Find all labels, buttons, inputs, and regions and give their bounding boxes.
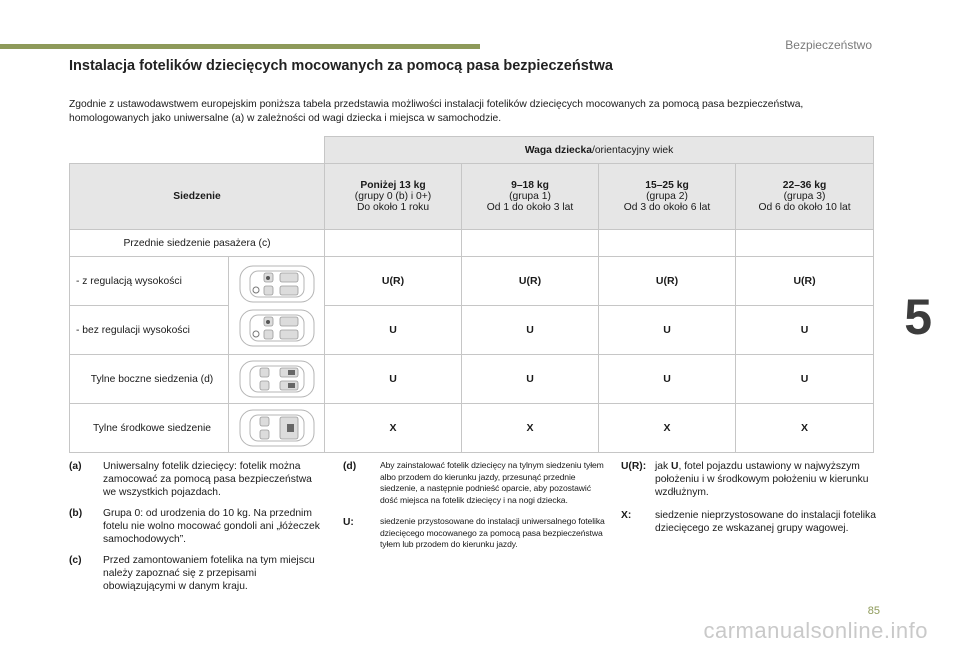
value-cell: U(R) bbox=[599, 257, 736, 306]
legend-x: X: siedzenie nieprzystosowane do instalacji fotelika dziecięcego ze wskazanej grupy wagowej. bbox=[621, 510, 876, 534]
table-row bbox=[70, 306, 874, 355]
empty-cell bbox=[325, 230, 462, 257]
notes-column-3 bbox=[621, 460, 879, 543]
value-cell: U bbox=[736, 355, 874, 404]
value-cell: U(R) bbox=[325, 257, 462, 306]
value-cell: U(R) bbox=[462, 257, 599, 306]
section-label: Bezpieczeństwo bbox=[785, 38, 872, 52]
watermark: carmanualsonline.info bbox=[703, 618, 928, 643]
page-number: 85 bbox=[867, 605, 880, 617]
footnote-c: (c) Przed zamontowaniem fotelika na tym miejscu należy zapoznać się z przepisami obowiązującymi w danym kraju. bbox=[69, 555, 315, 592]
legend-ur: U(R): jak U, fotel pojazdu ustawiony w najwyższym położeniu i w środkowym położeniu w kierunku wzdłużnym. bbox=[621, 461, 869, 498]
top-accent-bar bbox=[0, 44, 480, 49]
seat-label: Tylne środkowe siedzenie bbox=[70, 404, 229, 453]
value-cell: U bbox=[599, 355, 736, 404]
table-row bbox=[70, 257, 874, 306]
value-cell: X bbox=[736, 404, 874, 453]
value-cell: U bbox=[462, 306, 599, 355]
legend-u: U: siedzenie przystosowane do instalacji uniwersalnego fotelika dziecięcego mocowanego za pomocą pasa bezpieczeństwa tyłem lub przodem do kierunku jazdy. bbox=[343, 516, 605, 549]
weight-column-header: 9–18 kg (grupa 1) Od 1 do około 3 lat bbox=[462, 164, 599, 230]
page-title: Instalacja fotelików dziecięcych mocowanych za pomocą pasa bezpieczeństwa bbox=[69, 58, 613, 74]
footnote-a: (a) Uniwersalny fotelik dziecięcy: fotelik można zamocować za pomocą pasa bezpieczeństwa we wszystkich pojazdach. bbox=[69, 461, 312, 498]
value-cell: U bbox=[462, 355, 599, 404]
weight-column-header: 15–25 kg (grupa 2) Od 3 do około 6 lat bbox=[599, 164, 736, 230]
footnote-b: (b) Grupa 0: od urodzenia do 10 kg. Na przednim fotelu nie wolno mocować gondoli ani „łóżeczek samochodowych”. bbox=[69, 508, 320, 545]
footnote-d: (d) Aby zainstalować fotelik dziecięcy na tylnym siedzeniu tyłem albo przodem do kierunku jazdy, przesunąć przednie siedzenie, a następnie podnieść oparcie, aby pozostawić dość miejsca na fotelik dziecięcy i na nogi dziecka. bbox=[343, 460, 604, 505]
value-cell: U bbox=[325, 306, 462, 355]
seat-label: Tylne boczne siedzenia (d) bbox=[70, 355, 229, 404]
weight-column-header: 22–36 kg (grupa 3) Od 6 do około 10 lat bbox=[736, 164, 874, 230]
seat-label: - z regulacją wysokości bbox=[70, 257, 229, 306]
value-cell: U bbox=[325, 355, 462, 404]
value-cell: U bbox=[599, 306, 736, 355]
intro-paragraph: Zgodnie z ustawodawstwem europejskim poniższa tabela przedstawia możliwości instalacji fotelików dziecięcych mocowanych za pomocą pasa bezpieczeństwa, homologowanych jako uniwersalne (a) w zależności od wagi dziecka i miejsca w samochodzie. bbox=[69, 99, 804, 124]
value-cell: X bbox=[325, 404, 462, 453]
value-cell: U(R) bbox=[736, 257, 874, 306]
seat-label: - bez regulacji wysokości bbox=[70, 306, 229, 355]
value-cell: X bbox=[599, 404, 736, 453]
front-seat-label: Przednie siedzenie pasażera (c) bbox=[70, 230, 325, 257]
weight-header: Waga dziecka/orientacyjny wiek bbox=[325, 137, 874, 164]
empty-cell bbox=[736, 230, 874, 257]
seat-header: Siedzenie bbox=[70, 164, 325, 230]
table-row bbox=[70, 355, 874, 404]
value-cell: X bbox=[462, 404, 599, 453]
notes-column-1 bbox=[69, 460, 325, 601]
empty-cell bbox=[462, 230, 599, 257]
car-rear-center-seat-icon bbox=[229, 404, 325, 453]
value-cell: U bbox=[736, 306, 874, 355]
table-corner bbox=[70, 137, 325, 164]
notes-column-2 bbox=[343, 460, 605, 559]
child-seat-table bbox=[69, 136, 874, 453]
car-rear-side-seats-icon bbox=[229, 355, 325, 404]
table-row bbox=[70, 404, 874, 453]
car-front-seat-icon bbox=[229, 257, 325, 355]
empty-cell bbox=[599, 230, 736, 257]
weight-column-header: Poniżej 13 kg (grupy 0 (b) i 0+) Do około 1 roku bbox=[325, 164, 462, 230]
chapter-number: 5 bbox=[904, 289, 932, 345]
